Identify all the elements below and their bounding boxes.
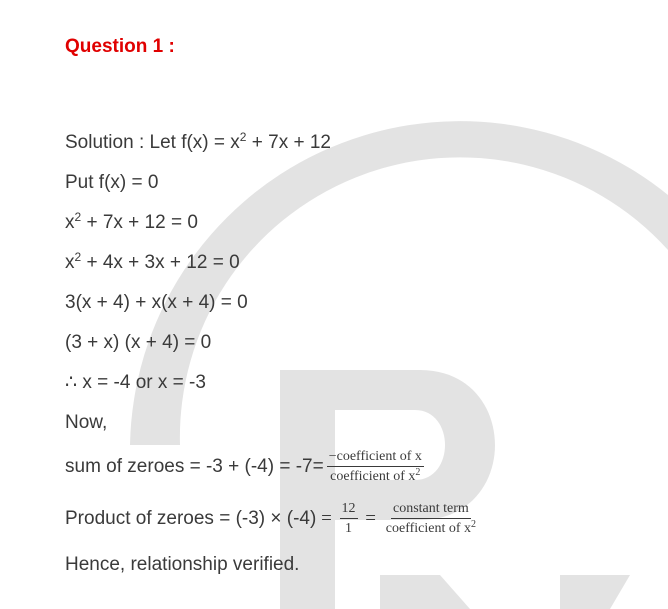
product-fraction-2-den-text: coefficient of x: [385, 521, 472, 536]
l3-suffix: + 7x + 12 = 0: [81, 212, 198, 233]
l4-suffix: + 4x + 3x + 12 = 0: [81, 252, 240, 273]
product-fraction-2-numerator: constant term: [391, 501, 471, 519]
product-fraction-1-numerator: 12: [340, 501, 358, 519]
solution-line-1: [65, 131, 331, 155]
product-fraction-2: [384, 501, 478, 537]
l4-prefix: x: [65, 252, 75, 273]
solution-line-3: [65, 211, 198, 235]
l3-prefix: x: [65, 212, 75, 233]
sum-fraction-den-text: coefficient of x: [330, 469, 416, 484]
solution-line-5: 3(x + 4) + x(x + 4) = 0: [65, 292, 248, 313]
l9-prefix: sum of zeroes = -3 + (-4) = -7=: [65, 456, 324, 478]
l10-eq2: =: [360, 508, 381, 530]
l4-exp: 2: [74, 250, 82, 264]
sum-fraction-numerator: −coefficient of x: [327, 449, 424, 467]
l3-exp: 2: [74, 210, 82, 224]
solution-line-10: [65, 501, 481, 537]
l10-prefix: Product of zeroes = (-3) × (-4): [65, 508, 317, 530]
solution-line-6: (3 + x) (x + 4) = 0: [65, 332, 212, 353]
product-fraction-2-den-exp: 2: [471, 519, 477, 530]
solution-line-4: [65, 251, 240, 275]
product-fraction-1: [340, 501, 358, 537]
solution-line-2: Put f(x) = 0: [65, 172, 159, 193]
l1-prefix: Solution : Let f(x) = x: [65, 132, 240, 153]
question-title: Question 1 :: [65, 36, 175, 57]
sum-fraction-denominator: [328, 467, 422, 485]
solution-line-7: ∴ x = -4 or x = -3: [65, 372, 206, 393]
product-fraction-2-denominator: [384, 519, 478, 537]
solution-line-11: Hence, relationship verified.: [65, 554, 300, 575]
sum-fraction-den-exp: 2: [415, 467, 421, 478]
solution-line-9: [65, 449, 427, 485]
l10-eq1: =: [316, 508, 337, 530]
l1-suffix: + 7x + 12: [246, 132, 331, 153]
sum-fraction: [327, 449, 424, 485]
l1-exp: 2: [239, 130, 247, 144]
solution-line-8: Now,: [65, 412, 108, 433]
product-fraction-1-denominator: 1: [345, 521, 353, 536]
